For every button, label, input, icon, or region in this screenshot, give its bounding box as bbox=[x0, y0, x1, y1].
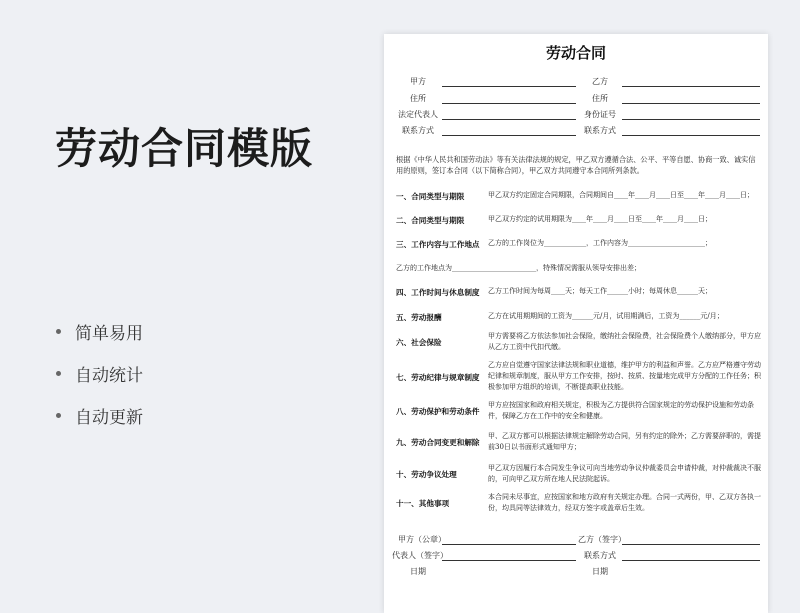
party-b-contact-label: 联系方式 bbox=[584, 126, 616, 135]
document-title: 劳动合同 bbox=[545, 44, 606, 62]
party-a-contact-line bbox=[442, 135, 576, 136]
section-title: 八、劳动保护和劳动条件 bbox=[396, 407, 480, 416]
bullet-icon bbox=[56, 329, 61, 334]
party-b-contact-line bbox=[622, 135, 760, 136]
sign-rep-label: 代表人（签字） bbox=[392, 551, 448, 560]
party-a-rep-label: 法定代表人 bbox=[398, 110, 438, 119]
section-title: 三、工作内容与工作地点 bbox=[396, 240, 480, 249]
party-b-line bbox=[622, 86, 760, 87]
section-title: 二、合同类型与期限 bbox=[396, 216, 465, 225]
section-body: 乙方的工作岗位为____________，工作内容为______________________； bbox=[488, 239, 712, 247]
sign-date-a-label: 日期 bbox=[410, 567, 426, 576]
section-title: 一、合同类型与期限 bbox=[396, 192, 465, 201]
contract-document bbox=[384, 34, 768, 613]
party-a-rep-line bbox=[442, 119, 576, 120]
section-title: 九、劳动合同变更和解除 bbox=[396, 438, 480, 447]
section-body: 甲方需要将乙方依法参加社会保险，缴纳社会保险费，社会保险费个人缴纳部分，甲方应从乙方工资中代扣代缴。 bbox=[488, 332, 761, 351]
section-title: 十、劳动争议处理 bbox=[396, 470, 457, 479]
section-title: 五、劳动报酬 bbox=[396, 313, 442, 322]
section-body: 本合同未尽事宜，应按国家和地方政府有关规定办理。合同一式两份，甲、乙双方各执一份，均具同等法律效力，经双方签字或盖章后生效。 bbox=[488, 493, 761, 512]
party-b-id-line bbox=[622, 119, 760, 120]
sign-rep-line bbox=[442, 560, 576, 561]
section-title: 十一、其他事项 bbox=[396, 499, 450, 508]
feature-label: 自动统计 bbox=[75, 365, 143, 386]
party-a-address-label: 住所 bbox=[410, 94, 426, 103]
party-b-label: 乙方 bbox=[592, 77, 608, 86]
bullet-icon bbox=[56, 413, 61, 418]
party-a-contact-label: 联系方式 bbox=[402, 126, 434, 135]
section-body: 乙方应自觉遵守国家法律法规和职业道德，维护甲方的利益和声誉。乙方应严格遵守劳动纪律和规章制度，服从甲方工作安排，按时、按质、按量地完成甲方分配的工作任务；积极参加甲方组织的培训，不断提高职业技能。 bbox=[488, 361, 761, 391]
section-body: 乙方的工作地点为________________________，特殊情况需服从领导安排出差； bbox=[396, 264, 641, 272]
party-a-line bbox=[442, 86, 576, 87]
party-a-address-line bbox=[442, 103, 576, 104]
sign-contact-line bbox=[622, 560, 760, 561]
section-body: 甲、乙双方都可以根据法律规定解除劳动合同，另有约定的除外；乙方需要辞职的，需提前30日以书面形式通知甲方； bbox=[488, 432, 761, 451]
section-title: 七、劳动纪律与规章制度 bbox=[396, 373, 480, 382]
feature-label: 自动更新 bbox=[75, 407, 143, 428]
sign-party-b-line bbox=[622, 544, 760, 545]
section-body: 甲乙双方约定的试用期限为____年____月____日至____年____月____日； bbox=[488, 215, 712, 223]
party-b-id-label: 身份证号 bbox=[584, 110, 616, 119]
sign-contact-label: 联系方式 bbox=[584, 551, 616, 560]
sign-date-b-label: 日期 bbox=[592, 567, 608, 576]
sign-party-a-line bbox=[442, 544, 576, 545]
party-a-label: 甲方 bbox=[410, 77, 426, 86]
feature-list bbox=[56, 310, 143, 436]
feature-item bbox=[56, 394, 143, 436]
intro-paragraph: 根据《中华人民共和国劳动法》等有关法律法规的规定，甲乙双方遵循合法、公平、平等自愿、协商一致、诚实信用的原则，签订本合同（以下简称合同），甲乙双方共同遵守本合同所列条款。 bbox=[396, 155, 756, 175]
section-body: 甲乙双方约定固定合同期限，合同期间自____年____月____日至____年____月____日； bbox=[488, 191, 754, 199]
feature-item bbox=[56, 352, 143, 394]
sign-party-b-label: 乙方（签字） bbox=[578, 535, 626, 544]
section-body: 甲乙双方因履行本合同发生争议可向当地劳动争议仲裁委员会申请仲裁，对仲裁裁决不服的，可向甲乙双方所在地人民法院起诉。 bbox=[488, 464, 761, 483]
page-heading: 劳动合同模版 bbox=[55, 124, 314, 173]
section-title: 六、社会保险 bbox=[396, 338, 442, 347]
section-body: 甲方应按国家和政府相关规定，积极为乙方提供符合国家规定的劳动保护设施和劳动条件，保障乙方在工作中的安全和健康。 bbox=[488, 401, 754, 420]
feature-item bbox=[56, 310, 143, 352]
party-b-address-line bbox=[622, 103, 760, 104]
section-body: 乙方工作时间为每周____天；每天工作______小时；每周休息______天； bbox=[488, 287, 712, 295]
party-b-address-label: 住所 bbox=[592, 94, 608, 103]
section-title: 四、工作时间与休息制度 bbox=[396, 288, 480, 297]
bullet-icon bbox=[56, 371, 61, 376]
section-body: 乙方在试用期期间的工资为______元/月，试用期满后，工资为______元/月； bbox=[488, 312, 724, 320]
sign-party-a-label: 甲方（公章） bbox=[398, 535, 446, 544]
feature-label: 简单易用 bbox=[75, 323, 143, 344]
